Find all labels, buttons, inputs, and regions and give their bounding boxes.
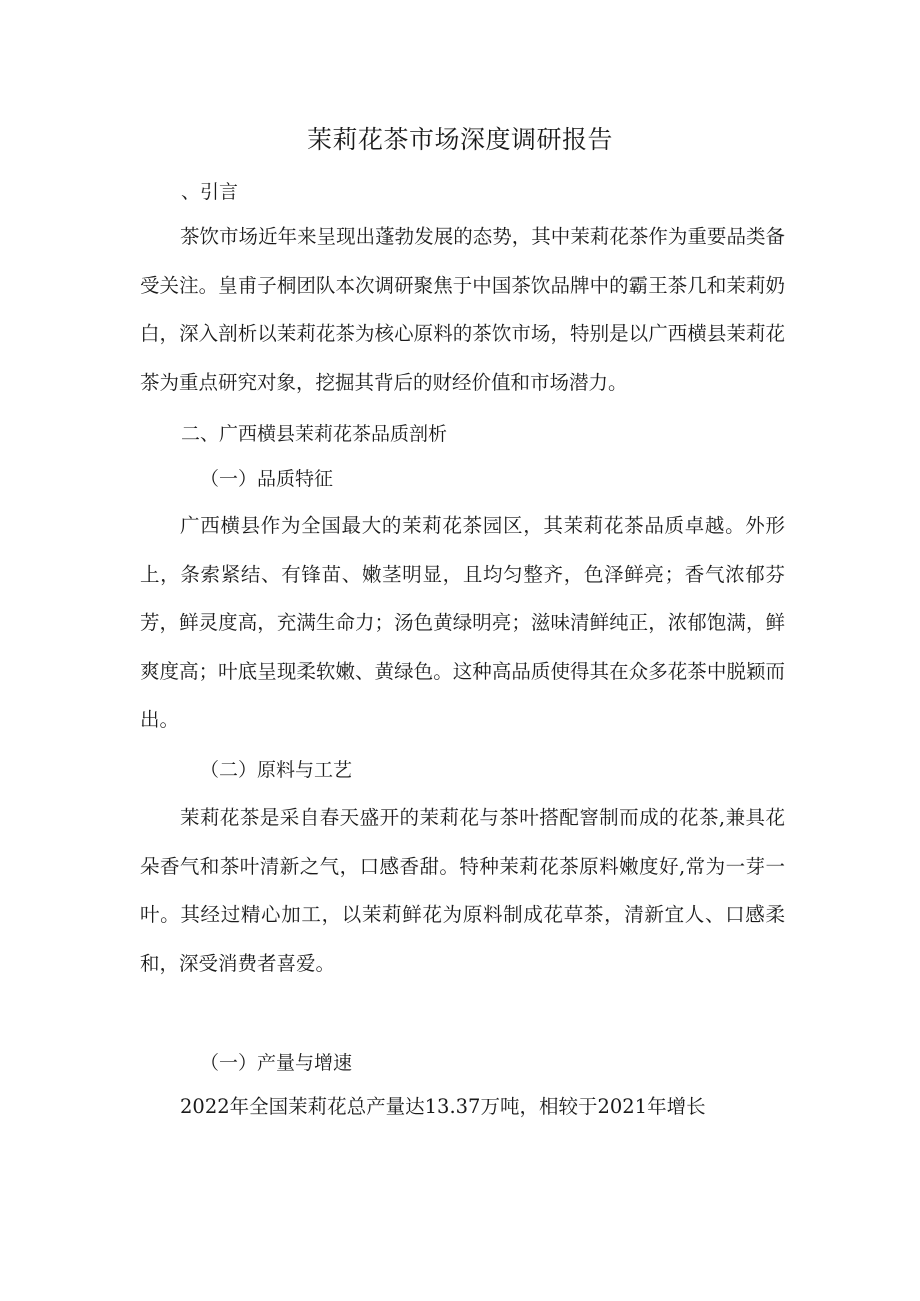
section-heading-introduction: 、引言 — [181, 181, 239, 203]
section-heading-quality-analysis: 二、广西横县茉莉花茶品质剖析 — [181, 423, 448, 445]
subsection-heading-output-growth: （一）产量与增速 — [200, 1052, 353, 1074]
introduction-paragraph: 茶饮市场近年来呈现出蓬勃发展的态势，其中茉莉花茶作为重要品类备受关注。皇甫子桐团队本次调研聚焦于中国茶饮品牌中的霸王茶几和茉莉奶白，深入剖析以茉莉花茶为核心原料的茶饮市场，特别是以广西横县茉莉花茶为重点研究对象，挖掘其背后的财经价值和市场潜力。 — [140, 225, 785, 394]
document-title: 茉莉花茶市场深度调研报告 — [306, 125, 613, 154]
output-growth-paragraph: 2022年全国茉莉花总产量达13.37万吨，相较于2021年增长 — [180, 1095, 706, 1118]
materials-process-paragraph: 茉莉花茶是采自春天盛开的茉莉花与茶叶搭配窨制而成的花茶,兼具花朵香气和茶叶清新之气，口感香甜。特种茉莉花茶原料嫩度好,常为一芽一叶。其经过精心加工，以茉莉鲜花为原料制成花草茶，清新宜人、口感柔和，深受消费者喜爱。 — [140, 806, 785, 975]
subsection-heading-quality-features: （一）品质特征 — [200, 468, 334, 490]
quality-features-paragraph: 广西横县作为全国最大的茉莉花茶园区，其茉莉花茶品质卓越。外形上，条索紧结、有锋苗、嫩茎明显，且均匀整齐，色泽鲜亮；香气浓郁芬芳，鲜灵度高，充满生命力；汤色黄绿明亮；滋味清鲜纯正，浓郁饱满，鲜爽度高；叶底呈现柔软嫩、黄绿色。这种高品质使得其在众多花茶中脱颖而出。 — [140, 514, 785, 731]
subsection-heading-materials-process: （二）原料与工艺 — [200, 759, 353, 781]
